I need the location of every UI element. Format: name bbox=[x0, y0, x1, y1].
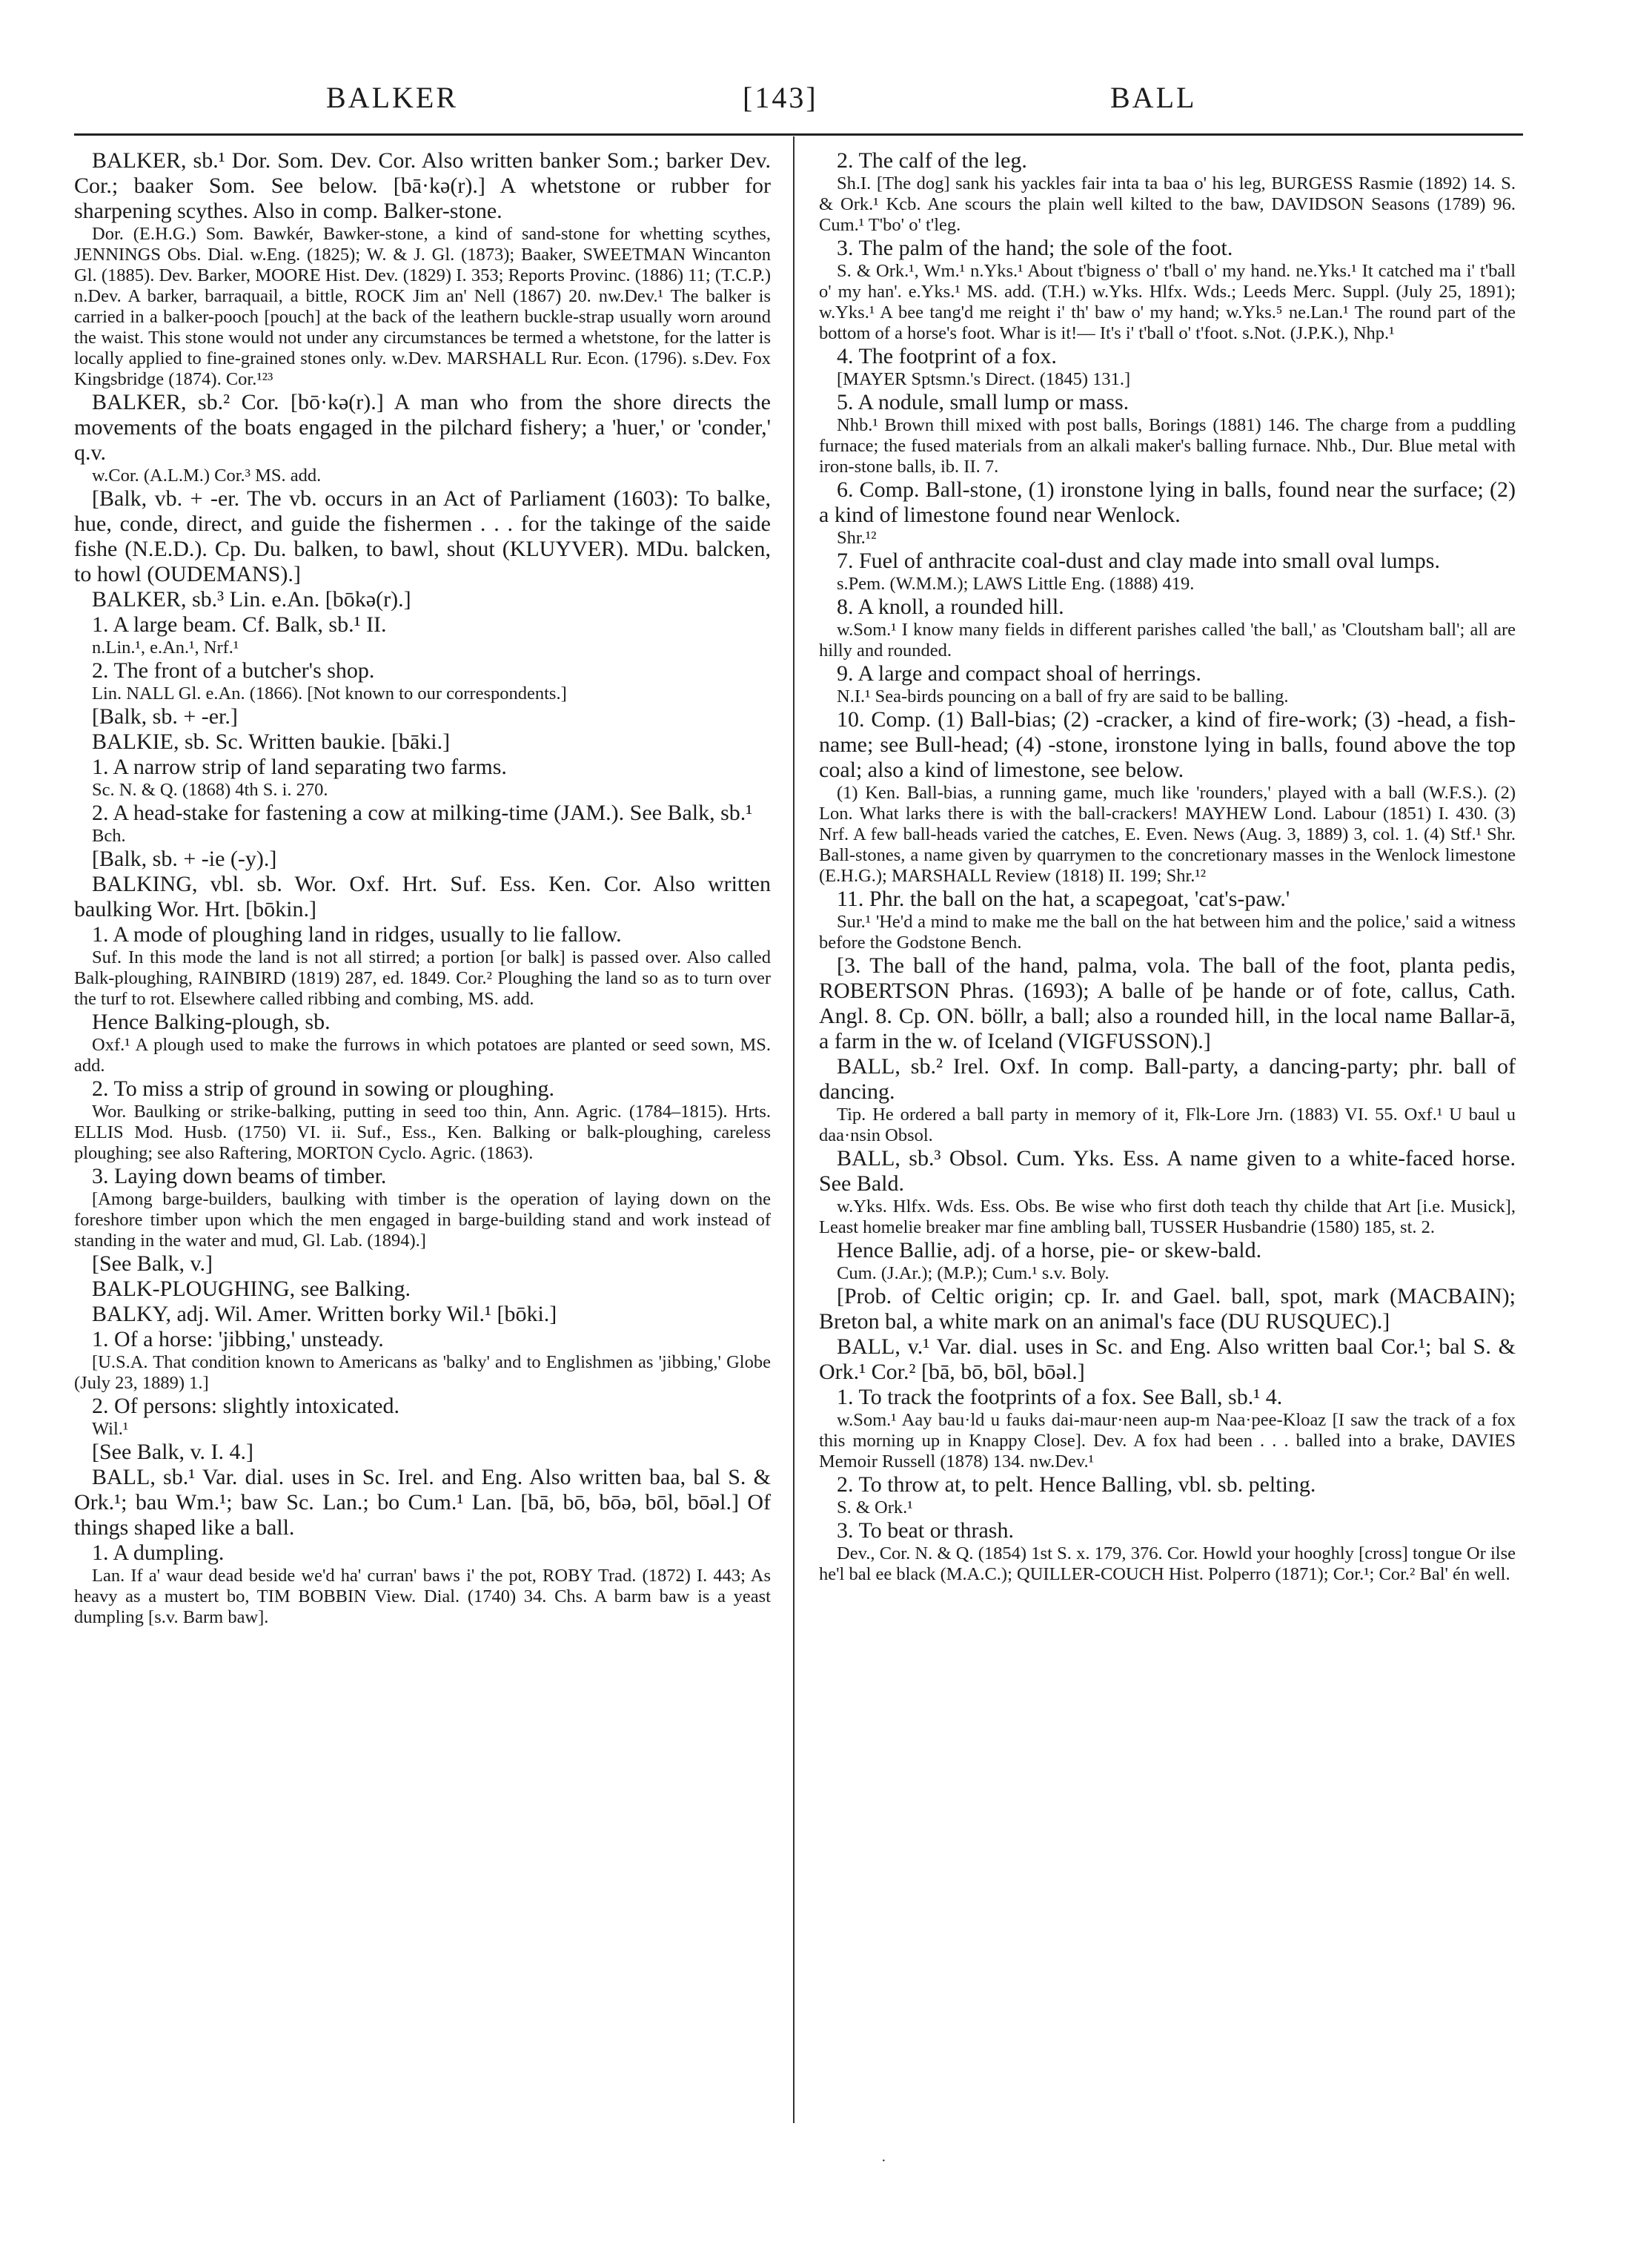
column-divider bbox=[793, 136, 795, 2123]
citations: Cum. (J.Ar.); (M.P.); Cum.¹ s.v. Boly. bbox=[837, 1263, 1109, 1283]
citations: s.Pem. (W.M.M.); LAWS Little Eng. (1888) 419. bbox=[837, 574, 1195, 594]
citations: Sc. N. & Q. (1868) 4th S. i. 270. bbox=[92, 780, 328, 800]
sense: 2. The calf of the leg. bbox=[837, 148, 1027, 173]
citations: Shr.¹² bbox=[837, 528, 877, 548]
sense: 2. To miss a strip of ground in sowing or ploughing. bbox=[92, 1076, 555, 1101]
sense: 8. A knoll, a rounded hill. bbox=[837, 595, 1064, 619]
citations: Sur.¹ 'He'd a mind to make me the ball on the hat between him and the police,' said a witness before the Godstone Bench. bbox=[819, 912, 1516, 953]
sense: 2. Of persons: slightly intoxicated. bbox=[92, 1394, 399, 1418]
citations: Sh.I. [The dog] sank his yackles fair inta ta baa o' his leg, BURGESS Rasmie (1892) 14. S. & Ork.¹ Kcb. Ane scours the plain well kilted to the baw, DAVIDSON Seasons (1789) 96. Cum.¹ T'bo' o' t'leg. bbox=[819, 173, 1516, 235]
sense: 3. The palm of the hand; the sole of the foot. bbox=[837, 236, 1233, 260]
citations: n.Lin.¹, e.An.¹, Nrf.¹ bbox=[92, 638, 239, 658]
citations: S. & Ork.¹ bbox=[837, 1497, 913, 1517]
sense: 2. A head-stake for fastening a cow at milking-time (JAM.). See Balk, sb.¹ bbox=[92, 801, 753, 825]
citations: N.I.¹ Sea-birds pouncing on a ball of fry are said to be balling. bbox=[837, 686, 1289, 706]
citations: Wor. Baulking or strike-balking, putting in seed too thin, Ann. Agric. (1784–1815). Hrts. ELLIS Mod. Husb. (1750) VI. ii. Suf., Ess., Ken. Balking or balk-ploughing, careless ploughing; see also Raftering, MORTON Cyclo. Agric. (1863). bbox=[74, 1102, 771, 1163]
sense: 10. Comp. (1) Ball-bias; (2) -cracker, a kind of fire-work; (3) -head, a fish-name; see Bull-head; (4) -stone, ironstone lying in balls, found above the top coal; also a kind of limestone, see below. bbox=[819, 707, 1516, 782]
sense: 9. A large and compact shoal of herrings. bbox=[837, 661, 1201, 686]
entry-balkie: BALKIE, sb. Sc. Written baukie. [bāki.] bbox=[92, 729, 451, 754]
etymology: [Balk, sb. + -ie (-y).] bbox=[92, 847, 277, 871]
entry-ball-3: BALL, sb.³ Obsol. Cum. Yks. Ess. A name given to a white-faced horse. See Bald. bbox=[819, 1146, 1516, 1196]
entry-ball-2: BALL, sb.² Irel. Oxf. In comp. Ball-party, a dancing-party; phr. ball of dancing. bbox=[819, 1054, 1516, 1104]
sense: 3. To beat or thrash. bbox=[837, 1518, 1014, 1543]
sense: 1. Of a horse: 'jibbing,' unsteady. bbox=[92, 1327, 384, 1351]
sense: 3. Laying down beams of timber. bbox=[92, 1164, 387, 1188]
sense: 1. To track the footprints of a fox. See Ball, sb.¹ 4. bbox=[837, 1385, 1283, 1409]
citations: S. & Ork.¹, Wm.¹ n.Yks.¹ About t'bigness o' t'ball o' my hand. ne.Yks.¹ It catched ma i' t'ball o' my han'. e.Yks.¹ MS. add. (T.H.) w.Yks. Hlfx. Wds.; Leeds Merc. Suppl. (July 25, 1891); w.Yks.¹ A bee tang'd me reight i' th' baw o' my hand; w.Yks.⁵ ne.Lan.¹ The round part of the bottom of a horse's foot. Whar is it!— It's i' t'ball o' t'foot. s.Not. (J.P.K.), Nhp.¹ bbox=[819, 261, 1516, 343]
citations: [MAYER Sptsmn.'s Direct. (1845) 131.] bbox=[837, 369, 1131, 389]
entry-balky: BALKY, adj. Wil. Amer. Written borky Wil.¹ [bōki.] bbox=[92, 1302, 557, 1326]
sense: 2. The front of a butcher's shop. bbox=[92, 658, 375, 683]
citations: [Among barge-builders, baulking with timber is the operation of laying down on the foreshore timber upon which the men engaged in barge-building stand and work instead of standing in the water and mud, Gl. Lab. (1894).] bbox=[74, 1189, 771, 1251]
header-rule bbox=[74, 133, 1523, 136]
citations: Dev., Cor. N. & Q. (1854) 1st S. x. 179, 376. Cor. Howld your hooghly [cross] tongue Or ilse he'l bal ee black (M.A.C.); QUILLER-COUCH Hist. Polperro (1871); Cor.¹; Cor.² Bal' én well. bbox=[819, 1543, 1516, 1584]
citations: Wil.¹ bbox=[92, 1419, 129, 1439]
entry-balk-ploughing: BALK-PLOUGHING, see Balking. bbox=[92, 1277, 411, 1301]
derived-form: Hence Balking-plough, sb. bbox=[92, 1010, 331, 1034]
sense: 6. Comp. Ball-stone, (1) ironstone lying in balls, found near the surface; (2) a kind of limestone found near Wenlock. bbox=[819, 477, 1516, 527]
citations: Lin. NALL Gl. e.An. (1866). [Not known to our correspondents.] bbox=[92, 683, 567, 704]
entry-balker-2: BALKER, sb.² Cor. [bō·kə(r).] A man who from the shore directs the movements of the boats engaged in the pilchard fishery; a 'huer,' or 'conder,' q.v. bbox=[74, 390, 771, 465]
guide-word-left: BALKER bbox=[326, 81, 458, 114]
sense: 4. The footprint of a fox. bbox=[837, 344, 1057, 368]
running-head bbox=[0, 80, 1652, 125]
citations: w.Som.¹ I know many fields in different parishes called 'the ball,' as 'Cloutsham ball'; all are hilly and rounded. bbox=[819, 620, 1516, 661]
derived-form: Hence Ballie, adj. of a horse, pie- or skew-bald. bbox=[837, 1238, 1262, 1262]
etymology-balker-2: [Balk, vb. + -er. The vb. occurs in an Act of Parliament (1603): To balke, hue, conde, direct, and guide the fishermen . . . for the takinge of the saide fishe (N.E.D.). Cp. Du. balken, to bawl, shout (KLUYVER). MDu. balcken, to howl (OUDEMANS).] bbox=[74, 486, 771, 586]
citations: Lan. If a' waur dead beside we'd ha' curran' baws i' the pot, ROBY Trad. (1872) I. 443; As heavy as a mustert bo, TIM BOBBIN View. Dial. (1740) 34. Chs. A barm baw is a yeast dumpling [s.v. Barm baw]. bbox=[74, 1566, 771, 1627]
entry-balking: BALKING, vbl. sb. Wor. Oxf. Hrt. Suf. Ess. Ken. Cor. Also written baulking Wor. Hrt. [bōkin.] bbox=[74, 872, 771, 921]
sense: 5. A nodule, small lump or mass. bbox=[837, 390, 1129, 414]
sense: 1. A dumpling. bbox=[92, 1540, 225, 1565]
sense: 1. A mode of ploughing land in ridges, usually to lie fallow. bbox=[92, 922, 622, 947]
citations: Oxf.¹ A plough used to make the furrows in which potatoes are planted or seed sown, MS. add. bbox=[74, 1035, 771, 1076]
page-speck: · bbox=[881, 2153, 886, 2169]
left-column bbox=[74, 148, 771, 1628]
sense: 1. A large beam. Cf. Balk, sb.¹ II. bbox=[92, 612, 387, 637]
etymology: [Prob. of Celtic origin; cp. Ir. and Gael. ball, spot, mark (MACBAIN); Breton bal, a white mark on an animal's face (DU RUSQUEC).] bbox=[819, 1284, 1516, 1334]
citations: (1) Ken. Ball-bias, a running game, much like 'rounders,' played with a ball (W.F.S.). (2) Lon. What larks there is with the ball-crackers! MAYHEW Lond. Labour (1851) I. 430. (3) Nrf. A few ball-heads varied the catches, E. Even. News (Aug. 3, 1889) 3, col. 1. (4) Stf.¹ Shr. Ball-stones, a name given by quarrymen to the concretionary masses in the Wenlock limestone (E.H.G.); MARSHALL Review (1818) II. 199; Shr.¹² bbox=[819, 783, 1516, 886]
citations: [U.S.A. That condition known to Americans as 'balky' and to Englishmen as 'jibbing,' Globe (July 23, 1889) 1.] bbox=[74, 1352, 771, 1393]
citations-balker-2: w.Cor. (A.L.M.) Cor.³ MS. add. bbox=[92, 466, 322, 486]
etymology: [3. The ball of the hand, palma, vola. The ball of the foot, planta pedis, ROBERTSON Phras. (1693); A balle of þe hande or of fote, callus, Cath. Angl. 8. Cp. ON. böllr, a ball; also a rounded hill, in the local name Ballar-ā, a farm in the w. of Iceland (VIGFUSSON).] bbox=[819, 953, 1516, 1053]
cross-reference: [See Balk, v.] bbox=[92, 1251, 213, 1276]
citations: Nhb.¹ Brown thill mixed with post balls, Borings (1881) 146. The charge from a puddling furnace; the fused materials from an alkali maker's balling furnace. Nhb., Dur. Blue metal with iron-stone balls, ib. II. 7. bbox=[819, 415, 1516, 477]
right-column bbox=[819, 148, 1516, 1585]
citations-balker-1: Dor. (E.H.G.) Som. Bawkér, Bawker-stone, a kind of sand-stone for whetting scythes, JENNINGS Obs. Dial. w.Eng. (1825); W. & J. Gl. (1873); Baaker, SWEETMAN Wincanton Gl. (1885). Dev. Barker, MOORE Hist. Dev. (1829) I. 353; Reports Provinc. (1886) 11; (T.C.P.) n.Dev. A barker, barraquail, a bittle, ROCK Jim an' Nell (1867) 20. nw.Dev.¹ The balker is carried in a balker-pooch [pouch] at the back of the leathern buckle-strap usually worn around the waist. This stone would not under any circumstances be termed a whetstone, for the latter is locally applied to fine-grained stones only. w.Dev. MARSHALL Rur. Econ. (1796). s.Dev. Fox Kingsbridge (1874). Cor.¹²³ bbox=[74, 224, 771, 389]
cross-reference: [See Balk, v. I. 4.] bbox=[92, 1440, 253, 1464]
guide-word-right: BALL bbox=[1110, 81, 1197, 114]
citations: w.Yks. Hlfx. Wds. Ess. Obs. Be wise who first doth teach thy childe that Art [i.e. Musick], Least homelie breaker mar fine ambling ball, TUSSER Husbandrie (1580) 185, st. 2. bbox=[819, 1196, 1516, 1237]
citations: w.Som.¹ Aay bau·ld u fauks dai-maur·neen aup-m Naa·pee-Kloaz [I saw the track of a fox this morning up in Knappy Close]. Dev. A fox had been . . . balled into a brake, DAVIES Memoir Russell (1878) 134. nw.Dev.¹ bbox=[819, 1410, 1516, 1472]
sense: 7. Fuel of anthracite coal-dust and clay made into small oval lumps. bbox=[837, 549, 1440, 573]
entry-ball-verb: BALL, v.¹ Var. dial. uses in Sc. and Eng. Also written baal Cor.¹; bal S. & Ork.¹ Cor.² [bā, bō, bōl, bōəl.] bbox=[819, 1334, 1516, 1384]
entry-ball-1: BALL, sb.¹ Var. dial. uses in Sc. Irel. and Eng. Also written baa, bal S. & Ork.¹; bau Wm.¹; baw Sc. Lan.; bo Cum.¹ Lan. [bā, bō, bōə, bōl, bōəl.] Of things shaped like a ball. bbox=[74, 1465, 771, 1540]
citations: Bch. bbox=[92, 826, 126, 846]
etymology: [Balk, sb. + -er.] bbox=[92, 704, 238, 729]
citations: Tip. He ordered a ball party in memory of it, Flk-Lore Jrn. (1883) VI. 55. Oxf.¹ U baul u daa·nsin Obsol. bbox=[819, 1105, 1516, 1145]
sense: 11. Phr. the ball on the hat, a scapegoat, 'cat's-paw.' bbox=[837, 887, 1290, 911]
entry-balker-3: BALKER, sb.³ Lin. e.An. [bōkə(r).] bbox=[92, 587, 411, 612]
sense: 1. A narrow strip of land separating two farms. bbox=[92, 755, 507, 779]
entry-balker-1: BALKER, sb.¹ Dor. Som. Dev. Cor. Also written banker Som.; barker Dev. Cor.; baaker Som. See below. [bā·kə(r).] A whetstone or rubber for sharpening scythes. Also in comp. Balker-stone. bbox=[74, 148, 771, 223]
page-number: [143] bbox=[743, 81, 818, 114]
sense: 2. To throw at, to pelt. Hence Balling, vbl. sb. pelting. bbox=[837, 1472, 1316, 1497]
citations: Suf. In this mode the land is not all stirred; a portion [or balk] is passed over. Also called Balk-ploughing, RAINBIRD (1819) 287, ed. 1849. Cor.² Ploughing the land so as to turn over the turf to rot. Elsewhere called ribbing and combing, MS. add. bbox=[74, 947, 771, 1009]
